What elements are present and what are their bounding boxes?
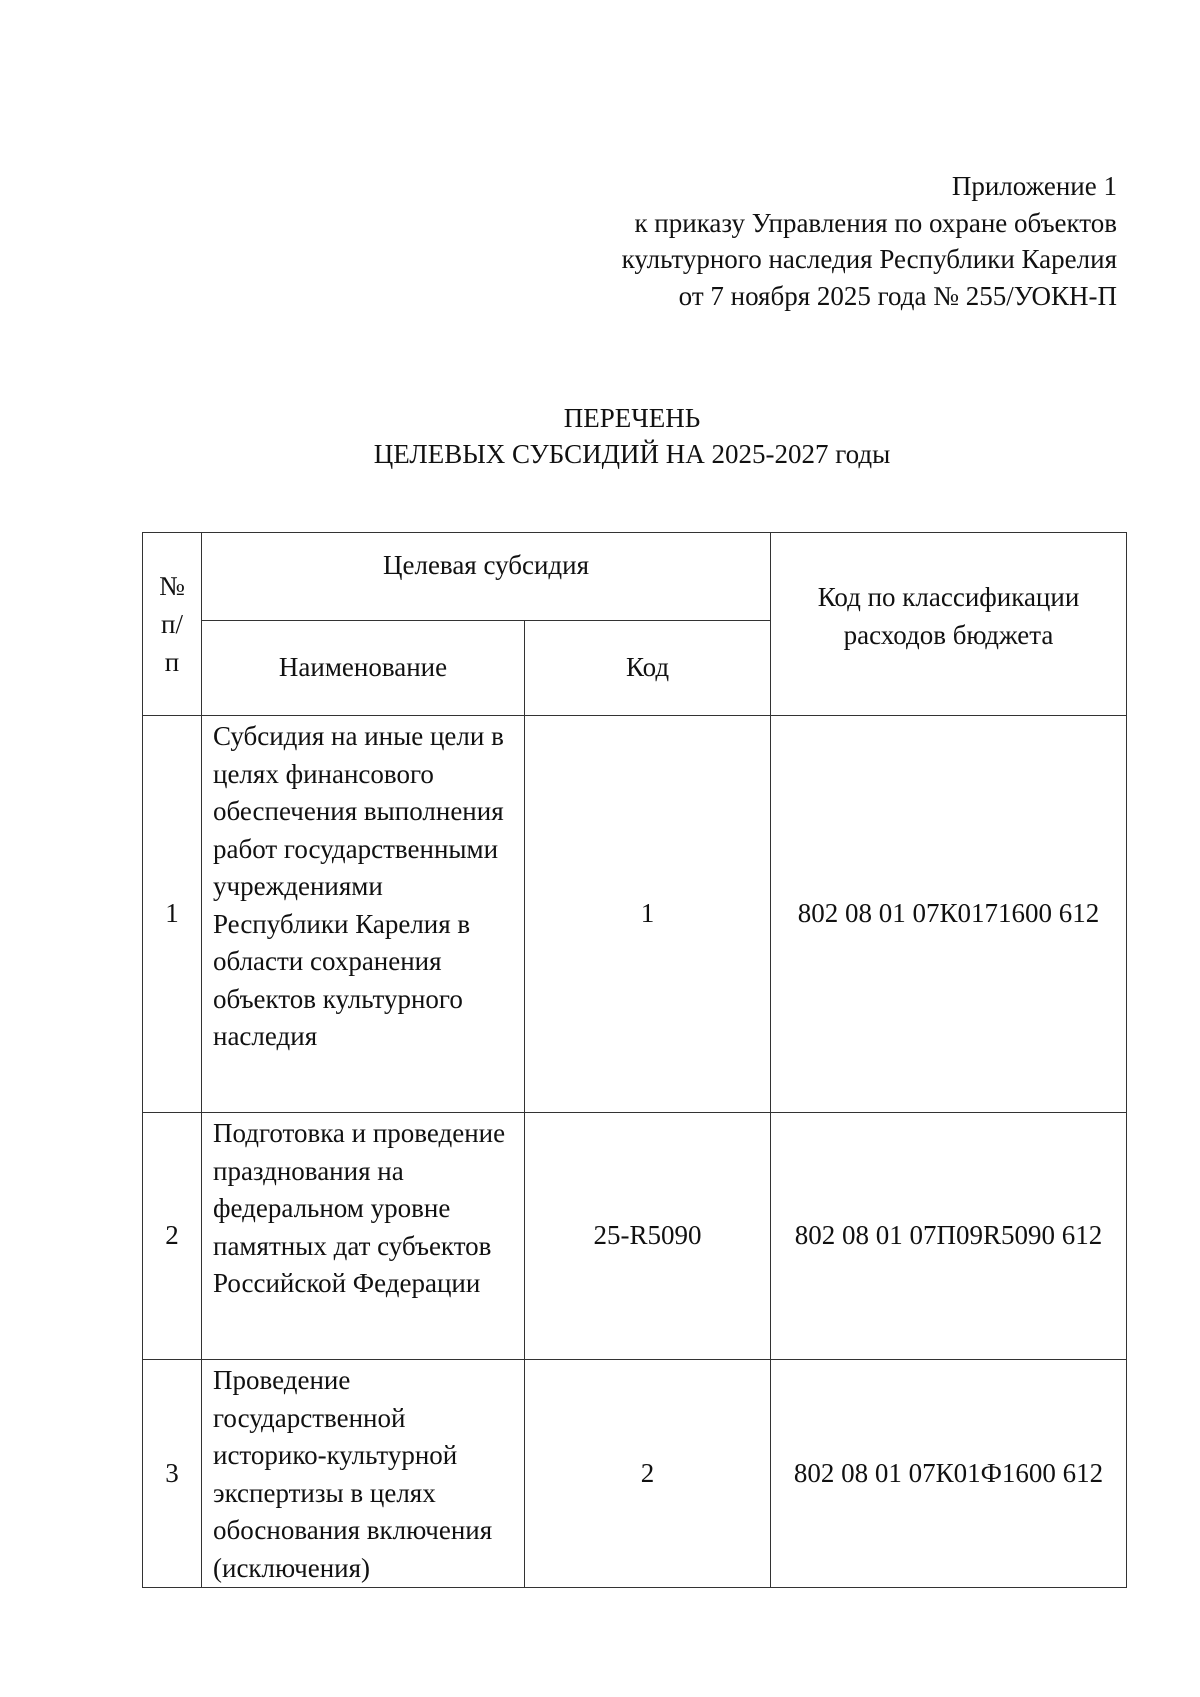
row-number: 1 <box>143 716 202 1113</box>
header-num-line2: п/ <box>161 609 183 639</box>
row-name: Субсидия на иные цели в целях финансового обеспечения выполнения работ государственными учреждениями Республики Карелия в области сохранения объектов культурного наследия <box>202 716 525 1113</box>
row-classification: 802 08 01 07К01Ф1600 612 <box>771 1360 1127 1588</box>
header-code: Код <box>525 621 771 716</box>
appendix-date: от 7 ноября 2025 года № 255/УОКН-П <box>678 280 1117 311</box>
table-row <box>143 716 1127 1113</box>
row-classification: 802 08 01 07П09R5090 612 <box>771 1113 1127 1360</box>
header-num-line3: п <box>164 647 180 677</box>
header-subsidy: Целевая субсидия <box>202 533 771 621</box>
appendix-authority: культурного наследия Республики Карелия <box>621 244 1117 274</box>
title-line-1: ПЕРЕЧЕНЬ <box>563 403 701 433</box>
row-code: 25-R5090 <box>525 1113 771 1360</box>
row-name: Подготовка и проведение празднования на федеральном уровне памятных дат субъектов Российской Федерации <box>202 1113 525 1360</box>
table-row <box>143 1113 1127 1360</box>
header-num <box>143 533 202 716</box>
subsidies-table <box>142 532 1127 1588</box>
appendix-number: Приложение 1 <box>951 171 1117 201</box>
document-title <box>0 400 1200 472</box>
appendix-header <box>622 168 1117 314</box>
row-name: Проведение государственной историко-культурной экспертизы в целях обоснования включения (исключения) <box>202 1360 525 1588</box>
row-code: 2 <box>525 1360 771 1588</box>
table-row <box>143 1360 1127 1588</box>
header-name: Наименование <box>202 621 525 716</box>
header-row-top <box>143 533 1127 621</box>
header-num-line1: № <box>159 571 185 601</box>
header-classification: Код по классификации расходов бюджета <box>771 533 1127 716</box>
row-code: 1 <box>525 716 771 1113</box>
title-line-2: ЦЕЛЕВЫХ СУБСИДИЙ НА 2025-2027 годы <box>373 439 891 469</box>
appendix-order-ref: к приказу Управления по охране объектов <box>634 207 1117 238</box>
row-number: 3 <box>143 1360 202 1588</box>
row-classification: 802 08 01 07К0171600 612 <box>771 716 1127 1113</box>
row-number: 2 <box>143 1113 202 1360</box>
